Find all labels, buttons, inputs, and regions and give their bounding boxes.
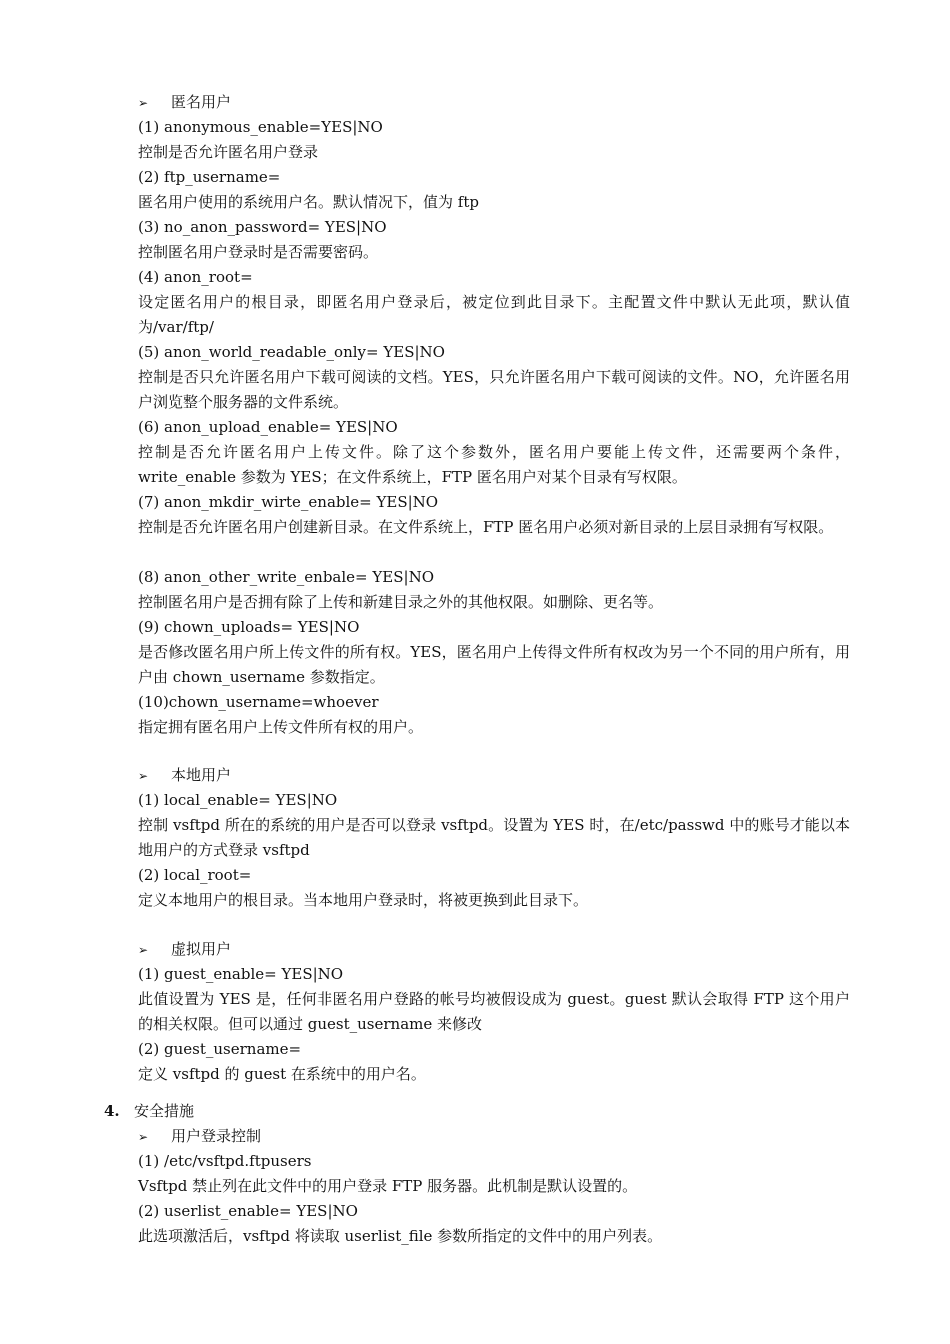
bullet-heading-anonymous: ➢ 匿名用户 — [138, 90, 231, 116]
option-line: (1) guest_enable= YES|NO — [138, 965, 344, 983]
arrow-bullet-icon: ➢ — [138, 96, 149, 110]
section-heading-security — [104, 1099, 194, 1124]
bullet-heading-virtual: ➢ 虚拟用户 — [138, 937, 231, 963]
option-line: (2) guest_username= — [138, 1040, 302, 1058]
description-paragraph: 设定匿名用户的根目录，即匿名用户登录后，被定位到此目录下。主配置文件中默认无此项，默认值为/var/ftp/ — [138, 293, 850, 336]
option-line: (6) anon_upload_enable= YES|NO — [138, 418, 398, 436]
option-line: (1) anonymous_enable=YES|NO — [138, 118, 383, 136]
arrow-bullet-icon: ➢ — [138, 769, 149, 783]
description-paragraph: 控制是否只允许匿名用户下载可阅读的文档。YES，只允许匿名用户下载可阅读的文件。NO，允许匿名用户浏览整个服务器的文件系统。 — [138, 368, 850, 411]
option-line: (5) anon_world_readable_only= YES|NO — [138, 343, 445, 361]
option-line: (3) no_anon_password= YES|NO — [138, 218, 387, 236]
description-line: 指定拥有匿名用户上传文件所有权的用户。 — [138, 718, 424, 736]
section-title: 安全措施 — [134, 1102, 195, 1120]
description-line: 匿名用户使用的系统用户名。默认情况下，值为 ftp — [138, 193, 479, 211]
bullet-heading-login-control: ➢ 用户登录控制 — [138, 1124, 261, 1150]
option-line: (1) local_enable= YES|NO — [138, 791, 338, 809]
option-line: (2) local_root= — [138, 866, 252, 884]
description-line: 控制匿名用户登录时是否需要密码。 — [138, 243, 379, 261]
option-line: (2) userlist_enable= YES|NO — [138, 1202, 358, 1220]
option-line: (2) ftp_username= — [138, 168, 281, 186]
option-line: (9) chown_uploads= YES|NO — [138, 618, 360, 636]
description-line: 控制匿名用户是否拥有除了上传和新建目录之外的其他权限。如删除、更名等。 — [138, 593, 664, 611]
option-line: (10)chown_username=whoever — [138, 693, 379, 711]
option-line: (8) anon_other_write_enbale= YES|NO — [138, 568, 434, 586]
description-paragraph: 控制是否允许匿名用户创建新目录。在文件系统上，FTP 匿名用户必须对新目录的上层目录拥有写权限。 — [138, 518, 834, 536]
bullet-heading-local: ➢ 本地用户 — [138, 763, 231, 789]
arrow-bullet-icon: ➢ — [138, 943, 149, 957]
description-paragraph: 是否修改匿名用户所上传文件的所有权。YES，匿名用户上传得文件所有权改为另一个不同的用户所有，用户由 chown_username 参数指定。 — [138, 643, 850, 686]
arrow-bullet-icon: ➢ — [138, 1130, 149, 1144]
description-line: 定义 vsftpd 的 guest 在系统中的用户名。 — [138, 1065, 426, 1083]
option-line: (4) anon_root= — [138, 268, 253, 286]
description-paragraph: 控制 vsftpd 所在的系统的用户是否可以登录 vsftpd。设置为 YES 时，在/etc/passwd 中的账号才能以本地用户的方式登录 vsftpd — [138, 816, 850, 859]
description-line: 控制是否允许匿名用户登录 — [138, 143, 319, 161]
option-line: (7) anon_mkdir_wirte_enable= YES|NO — [138, 493, 439, 511]
option-line: (1) /etc/vsftpd.ftpusers — [138, 1152, 312, 1170]
description-line: 定义本地用户的根目录。当本地用户登录时，将被更换到此目录下。 — [138, 891, 589, 909]
description-paragraph: 此值设置为 YES 是，任何非匿名用户登路的帐号均被假设成为 guest。guest 默认会取得 FTP 这个用户的相关权限。但可以通过 guest_username 来修改 — [138, 990, 850, 1033]
description-line: Vsftpd 禁止列在此文件中的用户登录 FTP 服务器。此机制是默认设置的。 — [138, 1177, 638, 1195]
description-line: 此选项激活后，vsftpd 将读取 userlist_file 参数所指定的文件中的用户列表。 — [138, 1227, 663, 1245]
section-number: 4. — [104, 1102, 120, 1120]
description-paragraph: 控制是否允许匿名用户上传文件。除了这个参数外，匿名用户要能上传文件，还需要两个条件，write_enable 参数为 YES；在文件系统上，FTP 匿名用户对某个目录有写权限。 — [138, 443, 850, 486]
